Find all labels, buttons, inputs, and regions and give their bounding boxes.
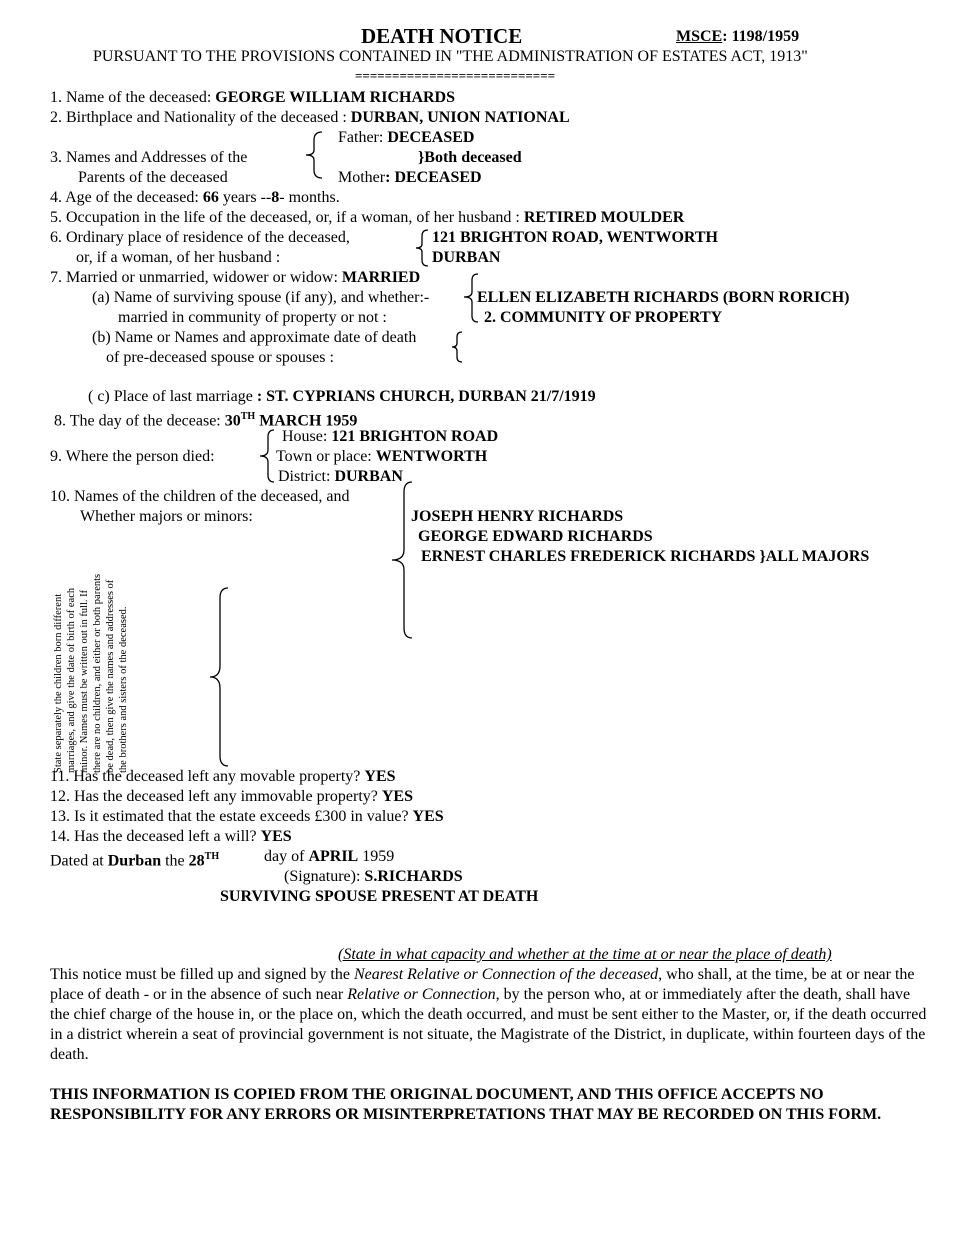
dated-month: APRIL bbox=[308, 848, 359, 865]
item-7c-place-of-marriage bbox=[88, 387, 596, 407]
death-day: 30 bbox=[224, 412, 241, 430]
msce-value: : 1198/1959 bbox=[722, 28, 800, 45]
item-14-label: 14. Has the deceased left a will? bbox=[50, 828, 261, 845]
item-7a-property: 2. COMMUNITY OF PROPERTY bbox=[484, 309, 723, 326]
item-6-value-line2: DURBAN bbox=[432, 249, 501, 266]
item-1-name bbox=[50, 88, 455, 108]
item-3-label-line1: 3. Names and Addresses of the bbox=[50, 149, 248, 166]
item-6-brace bbox=[412, 228, 432, 268]
item-11-label: 11. Has the deceased left any movable property? bbox=[50, 768, 365, 785]
item-5-occupation bbox=[50, 208, 684, 228]
item-9-house bbox=[282, 427, 498, 447]
item-9-brace bbox=[256, 428, 278, 484]
header-rule: =========================== bbox=[355, 68, 556, 83]
item-3-both-deceased: }Both deceased bbox=[418, 149, 522, 166]
notice-part-1: This notice must be filled up and signed by the bbox=[50, 966, 354, 983]
item-12-immovable-property bbox=[50, 787, 413, 807]
dated-year: 1959 bbox=[358, 848, 395, 865]
dated-mid: day of bbox=[264, 848, 309, 865]
side-note-brace bbox=[206, 586, 232, 768]
item-10-children-brace bbox=[388, 480, 416, 640]
child-2: GEORGE EDWARD RICHARDS bbox=[418, 528, 653, 545]
item-3-label-line2: Parents of the deceased bbox=[78, 169, 228, 186]
signature-label: (Signature): bbox=[284, 868, 365, 885]
msce-reference bbox=[676, 27, 799, 47]
item-2-birthplace bbox=[50, 108, 570, 128]
item-11-value: YES bbox=[364, 768, 396, 785]
document-subtitle: PURSUANT TO THE PROVISIONS CONTAINED IN "THE ADMINISTRATION OF ESTATES ACT, 1913" bbox=[93, 48, 808, 65]
item-7b-brace bbox=[448, 330, 466, 364]
item-4-age bbox=[50, 188, 340, 208]
item-6-label-line1: 6. Ordinary place of residence of the deceased, bbox=[50, 229, 350, 246]
item-7c-label: ( c) Place of last marriage bbox=[88, 388, 253, 405]
item-5-value: RETIRED MOULDER bbox=[523, 209, 685, 226]
dated-month-line bbox=[264, 847, 394, 867]
dated-day: 28 bbox=[188, 852, 205, 870]
signature-value: S.RICHARDS bbox=[364, 868, 463, 885]
item-14-will bbox=[50, 827, 292, 847]
item-1-label: 1. Name of the deceased: bbox=[50, 89, 216, 106]
notice-emphasis-2: Relative or Connection bbox=[347, 986, 496, 1003]
msce-label: MSCE bbox=[676, 28, 723, 45]
document-title: DEATH NOTICE bbox=[361, 24, 523, 48]
item-13-estate-value bbox=[50, 807, 444, 827]
item-3-brace bbox=[302, 130, 326, 180]
disclaimer: THIS INFORMATION IS COPIED FROM THE ORIGINAL DOCUMENT, AND THIS OFFICE ACCEPTS NO RESPONSIBILITY FOR ANY ERRORS OR MISINTERPRETATIONS THAT MAY BE RECORDED ON THIS FORM. bbox=[50, 1086, 882, 1123]
item-3-father bbox=[338, 128, 474, 148]
item-1-value: GEORGE WILLIAM RICHARDS bbox=[215, 89, 456, 106]
dated-day-suffix: TH bbox=[204, 851, 220, 862]
capacity-note: (State in what capacity and whether at the time at or near the place of death) bbox=[338, 946, 832, 963]
age-years-unit: years -- bbox=[218, 189, 272, 206]
town-value: WENTWORTH bbox=[375, 448, 488, 465]
item-7b-label-line2: of pre-deceased spouse or spouses : bbox=[106, 349, 334, 366]
notice-emphasis-1: Nearest Relative or Connection of the deceased bbox=[353, 966, 659, 983]
item-6-value-line1: 121 BRIGHTON ROAD, WENTWORTH bbox=[432, 229, 718, 246]
item-10-label-line2: Whether majors or minors: bbox=[80, 508, 253, 525]
notice-part-3: , by the person who, at or immediately after the death, shall have the chief charge of the house in, or the place on, which the death occurred, and must be sent either to the Master, or, if the death occurred in a district wherein a seat of provincial government is not situate, the Magistrate of the District, in duplicate, within fourteen days of the death. bbox=[50, 986, 927, 1063]
item-2-label: 2. Birthplace and Nationality of the deceased : bbox=[50, 109, 351, 126]
father-label: Father: bbox=[338, 129, 388, 146]
item-7a-label-line1: (a) Name of surviving spouse (if any), and whether:- bbox=[92, 289, 430, 306]
dated-prefix: Dated at bbox=[50, 852, 108, 870]
item-7a-label-line2: married in community of property or not : bbox=[118, 309, 387, 326]
children-side-note: State separately the children born different marriages, and give the date of birth of each minor. Names must be written out in full. If there are no children, and either or both parents be dead, then give the names and addresses of the brothers and sisters of the deceased. bbox=[53, 573, 129, 773]
item-5-label: 5. Occupation in the life of the deceased, or, if a woman, of her husband : bbox=[50, 209, 524, 226]
item-7c-value: : ST. CYPRIANS CHURCH, DURBAN 21/7/1919 bbox=[252, 388, 596, 405]
mother-label: Mother bbox=[338, 169, 386, 186]
dated-line bbox=[50, 847, 219, 871]
house-label: House: bbox=[282, 428, 332, 445]
item-9-town bbox=[276, 447, 487, 467]
item-7-label: 7. Married or unmarried, widower or widow: bbox=[50, 269, 342, 286]
item-10-label-line1: 10. Names of the children of the deceased, and bbox=[50, 488, 350, 505]
death-month-year: MARCH 1959 bbox=[255, 412, 358, 430]
signature-line bbox=[284, 867, 463, 887]
item-9-district bbox=[278, 467, 403, 487]
signature-capacity: SURVIVING SPOUSE PRESENT AT DEATH bbox=[220, 888, 539, 905]
district-label: District: bbox=[278, 468, 335, 485]
item-13-label: 13. Is it estimated that the estate exceeds £300 in value? bbox=[50, 808, 413, 825]
item-7-value: MARRIED bbox=[341, 269, 421, 286]
item-9-label: 9. Where the person died: bbox=[50, 448, 215, 465]
item-4-label: 4. Age of the deceased: bbox=[50, 189, 203, 206]
dated-place: Durban bbox=[107, 852, 162, 870]
item-13-value: YES bbox=[412, 808, 444, 825]
item-3-mother bbox=[338, 168, 482, 188]
district-value: DURBAN bbox=[334, 468, 403, 485]
item-7a-spouse-name: ELLEN ELIZABETH RICHARDS (BORN RORICH) bbox=[477, 289, 850, 306]
item-12-value: YES bbox=[381, 788, 413, 805]
notice-paragraph bbox=[50, 965, 930, 1065]
town-label: Town or place: bbox=[276, 448, 376, 465]
father-value: DECEASED bbox=[387, 129, 475, 146]
item-6-label-line2: or, if a woman, of her husband : bbox=[76, 249, 281, 266]
child-1: JOSEPH HENRY RICHARDS bbox=[411, 508, 624, 525]
item-8-label: 8. The day of the decease: bbox=[54, 412, 225, 430]
item-11-movable-property bbox=[50, 767, 396, 787]
item-14-value: YES bbox=[260, 828, 292, 845]
mother-value: : DECEASED bbox=[385, 169, 482, 186]
item-7-marital-status bbox=[50, 268, 420, 288]
age-months: 8 bbox=[271, 189, 280, 206]
death-day-suffix: TH bbox=[240, 411, 256, 422]
age-years: 66 bbox=[202, 189, 219, 206]
item-7b-label-line1: (b) Name or Names and approximate date of death bbox=[92, 329, 417, 346]
item-12-label: 12. Has the deceased left any immovable property? bbox=[50, 788, 382, 805]
notice-part-2: , who shall, at the time, be at or near the place of death - or in the absence of such near bbox=[50, 966, 915, 1003]
age-months-unit: - months. bbox=[279, 189, 340, 206]
child-3: ERNEST CHARLES FREDERICK RICHARDS }ALL MAJORS bbox=[421, 548, 870, 565]
house-value: 121 BRIGHTON ROAD bbox=[331, 428, 499, 445]
dated-the: the bbox=[161, 852, 189, 870]
item-2-value: DURBAN, UNION NATIONAL bbox=[350, 109, 570, 126]
